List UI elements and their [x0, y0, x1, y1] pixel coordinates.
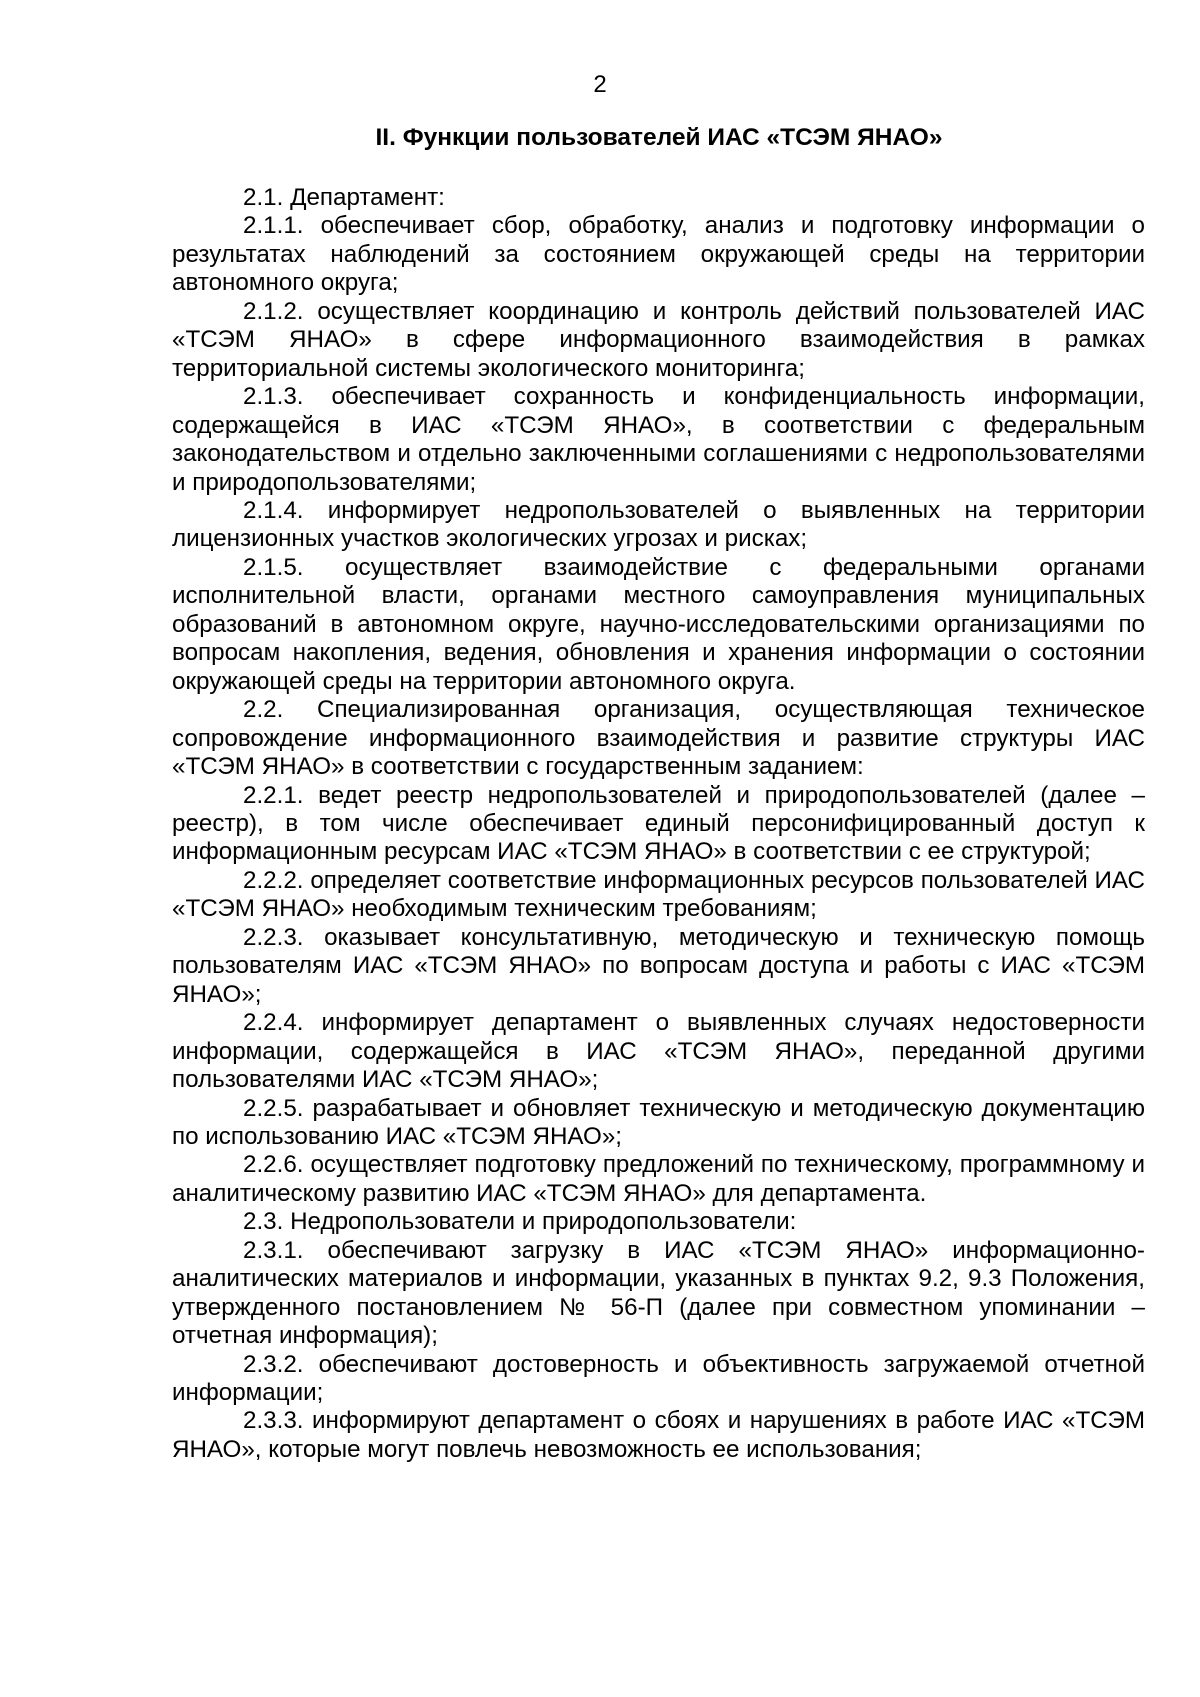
paragraph-2-3-3: 2.3.3. информируют департамент о сбоях и нарушениях в работе ИАС «ТСЭМ ЯНАО», которые могут повлечь невозможность ее использования; — [172, 1407, 1145, 1463]
paragraph-2-3-2: 2.3.2. обеспечивают достоверность и объективность загружаемой отчетной информации; — [172, 1350, 1145, 1407]
paragraph-2-2-2: 2.2.2. определяет соответствие информационных ресурсов пользователей ИАС «ТСЭМ ЯНАО» необходимым техническим требованиям; — [172, 866, 1145, 923]
section-title: II. Функции пользователей ИАС «ТСЭМ ЯНАО» — [375, 124, 943, 151]
paragraph-2-2-1: 2.2.1. ведет реестр недропользователей и природопользователей (далее – реестр), в том числе обеспечивает единый персонифицированный доступ к информационным ресурсам ИАС «ТСЭМ ЯНАО» в соответствии с ее структурой; — [172, 781, 1145, 866]
paragraph-2-2: 2.2. Специализированная организация, осуществляющая техническое сопровождение информационного взаимодействия и развитие структуры ИАС «ТСЭМ ЯНАО» в соответствии с государственным заданием: — [172, 696, 1145, 781]
paragraph-2-3-1: 2.3.1. обеспечивают загрузку в ИАС «ТСЭМ ЯНАО» информационно-аналитических материалов и информации, указанных в пунктах 9.2, 9.3 Положения, утвержденного постановлением № 56-П (далее при совместном упоминании – отчетная информация); — [172, 1236, 1145, 1350]
paragraph-2-2-5: 2.2.5. разрабатывает и обновляет техническую и методическую документацию по использованию ИАС «ТСЭМ ЯНАО»; — [172, 1094, 1145, 1150]
paragraph-2-1-5: 2.1.5. осуществляет взаимодействие с федеральными органами исполнительной власти, органами местного самоуправления муниципальных образований в автономном округе, научно-исследовательскими организациями по вопросам накопления, ведения, обновления и хранения информации о состоянии окружающей среды на территории автономного округа. — [172, 553, 1145, 695]
paragraph-2-1-1: 2.1.1. обеспечивает сбор, обработку, анализ и подготовку информации о результатах наблюдений за состоянием окружающей среды на территории автономного округа; — [172, 212, 1145, 297]
document-body — [172, 184, 1145, 1464]
paragraph-2-1-3: 2.1.3. обеспечивает сохранность и конфиденциальность информации, содержащейся в ИАС «ТСЭМ ЯНАО», в соответствии с федеральным законодательством и отдельно заключенными соглашениями с недропользователями и природопользователями; — [172, 383, 1145, 496]
paragraph-2-2-4: 2.2.4. информирует департамент о выявленных случаях недостоверности информации, содержащейся в ИАС «ТСЭМ ЯНАО», переданной другими пользователями ИАС «ТСЭМ ЯНАО»; — [172, 1009, 1145, 1094]
paragraph-2-2-6: 2.2.6. осуществляет подготовку предложений по техническому, программному и аналитическому развитию ИАС «ТСЭМ ЯНАО» для департамента. — [172, 1151, 1145, 1207]
page-number: 2 — [593, 71, 607, 98]
paragraph-2-2-3: 2.2.3. оказывает консультативную, методическую и техническую помощь пользователям ИАС «ТСЭМ ЯНАО» по вопросам доступа и работы с ИАС «ТСЭМ ЯНАО»; — [172, 923, 1145, 1008]
paragraph-2-1: 2.1. Департамент: — [243, 184, 445, 211]
paragraph-2-1-2: 2.1.2. осуществляет координацию и контроль действий пользователей ИАС «ТСЭМ ЯНАО» в сфере информационного взаимодействия в рамках территориальной системы экологического мониторинга; — [172, 297, 1145, 382]
paragraph-2-1-4: 2.1.4. информирует недропользователей о выявленных на территории лицензионных участков экологических угрозах и рисках; — [172, 496, 1145, 553]
paragraph-2-3: 2.3. Недропользователи и природопользователи: — [243, 1208, 797, 1236]
